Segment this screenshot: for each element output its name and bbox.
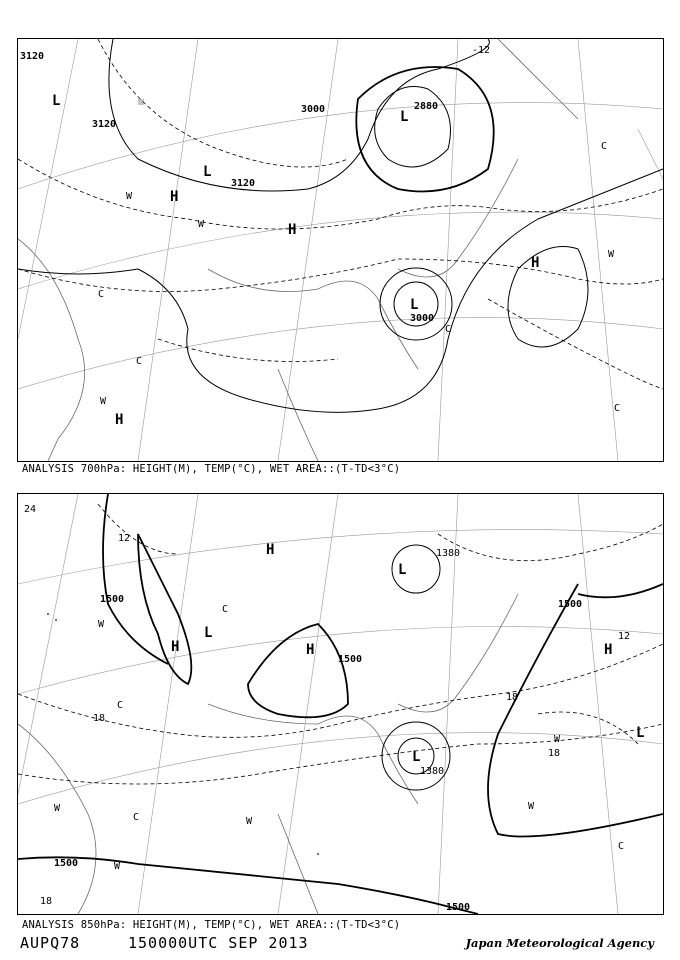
warm-marker: W bbox=[528, 801, 535, 812]
isotherms-850 bbox=[18, 504, 663, 784]
cold-marker: C bbox=[222, 604, 229, 615]
cold-marker: C bbox=[445, 324, 452, 335]
high-center: H bbox=[531, 255, 540, 271]
cold-marker: C bbox=[136, 356, 143, 367]
label-1380-b: 1380 bbox=[420, 766, 445, 777]
cold-marker: C bbox=[614, 403, 621, 414]
cold-marker: C bbox=[133, 812, 140, 823]
map-850hpa bbox=[18, 494, 663, 914]
chart-700hpa bbox=[17, 38, 664, 462]
warm-marker: W bbox=[198, 219, 205, 230]
low-center: L bbox=[412, 749, 421, 765]
high-center: H bbox=[171, 639, 180, 655]
warm-marker: W bbox=[246, 816, 253, 827]
chart-code: AUPQ78 bbox=[20, 934, 81, 952]
label-12-a: 12 bbox=[118, 533, 131, 544]
label-2880: 2880 bbox=[414, 101, 439, 112]
label-12-b: 12 bbox=[618, 631, 631, 642]
pressure-centers-850 bbox=[171, 542, 644, 765]
isotherms-700 bbox=[18, 39, 663, 389]
warm-marker: W bbox=[608, 249, 615, 260]
low-center: L bbox=[636, 725, 645, 741]
valid-time: 150000UTC SEP 2013 bbox=[128, 934, 309, 952]
height-contours-700 bbox=[18, 39, 663, 412]
label-1500-d: 1500 bbox=[54, 858, 79, 869]
cold-marker: C bbox=[117, 700, 124, 711]
warm-marker: W bbox=[554, 734, 561, 745]
high-center: H bbox=[115, 412, 124, 428]
label-3000-typhoon: 3000 bbox=[410, 313, 435, 324]
cold-marker: C bbox=[618, 841, 625, 852]
caption-850hpa: ANALYSIS 850hPa: HEIGHT(M), TEMP(°C), WET AREA::(T-TD<3°C) bbox=[22, 919, 401, 931]
label-3120-a: 3120 bbox=[92, 119, 117, 130]
warm-marker: W bbox=[114, 861, 121, 872]
label-3120-c: 3120 bbox=[20, 51, 45, 62]
low-center: L bbox=[398, 562, 407, 578]
agency-name: Japan Meteorological Agency bbox=[465, 936, 654, 950]
label-24: 24 bbox=[24, 504, 37, 515]
warm-marker: W bbox=[98, 619, 105, 630]
low-center: L bbox=[203, 164, 212, 180]
chart-850hpa bbox=[17, 493, 664, 915]
label-18-d: 18 bbox=[40, 896, 53, 907]
wet-area-850 bbox=[47, 613, 319, 855]
label-1500-e: 1500 bbox=[446, 902, 471, 913]
graticule-700 bbox=[18, 39, 663, 461]
caption-700hpa: ANALYSIS 700hPa: HEIGHT(M), TEMP(°C), WET AREA::(T-TD<3°C) bbox=[22, 463, 401, 475]
label-minus12: -12 bbox=[472, 45, 491, 56]
low-center: L bbox=[410, 297, 419, 313]
warm-marker: W bbox=[126, 191, 133, 202]
map-700hpa bbox=[18, 39, 663, 461]
high-center: H bbox=[288, 222, 297, 238]
low-center: L bbox=[52, 93, 61, 109]
cold-marker: C bbox=[601, 141, 608, 152]
high-center: H bbox=[604, 642, 613, 658]
high-center: H bbox=[170, 189, 179, 205]
label-18-a: 18 bbox=[93, 713, 106, 724]
label-1500-a: 1500 bbox=[100, 594, 125, 605]
temp-markers-700 bbox=[98, 141, 620, 414]
low-center: L bbox=[204, 625, 213, 641]
label-1380-a: 1380 bbox=[436, 548, 461, 559]
high-center: H bbox=[266, 542, 275, 558]
contour-labels-850 bbox=[24, 504, 630, 913]
high-center: H bbox=[306, 642, 315, 658]
label-3000: 3000 bbox=[301, 104, 326, 115]
label-3120-b: 3120 bbox=[231, 178, 256, 189]
label-18-b: 18 bbox=[506, 692, 519, 703]
warm-marker: W bbox=[100, 396, 107, 407]
label-1500-b: 1500 bbox=[338, 654, 363, 665]
low-center: L bbox=[400, 109, 409, 125]
warm-marker: W bbox=[54, 803, 61, 814]
cold-marker: C bbox=[98, 289, 105, 300]
label-18-c: 18 bbox=[548, 748, 561, 759]
label-1500-c: 1500 bbox=[558, 599, 583, 610]
